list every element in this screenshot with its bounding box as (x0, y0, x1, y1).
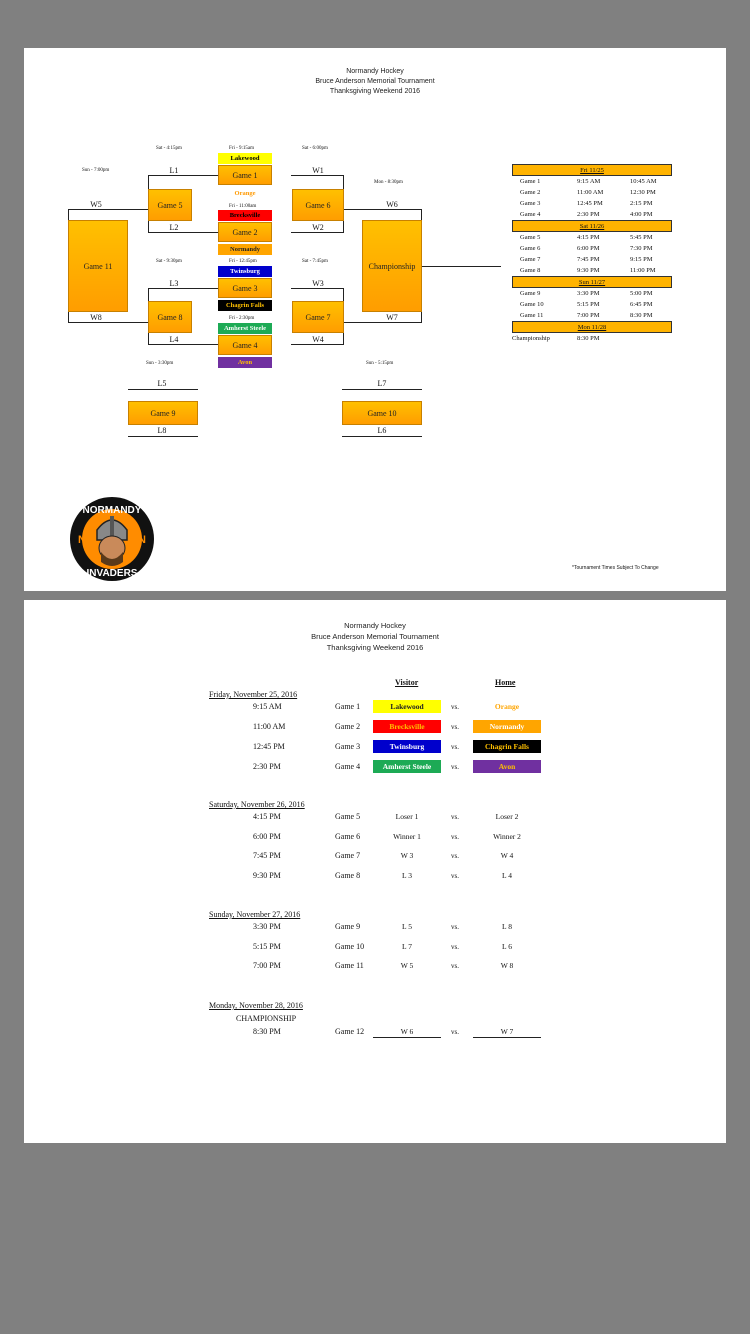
normandy-invaders-logo (69, 496, 155, 582)
team-twinsburg: Twinsburg (218, 266, 272, 277)
game6-box: Game 6 (292, 189, 344, 221)
slot-l8: L8 (157, 426, 167, 435)
game8-time: Sat - 9:30pm (156, 259, 182, 264)
game9-time: Sun - 3:30pm (146, 361, 174, 366)
game2-time: Fri - 11:00am (229, 204, 257, 209)
schedule-cell: Game 11 (520, 312, 544, 319)
home-team: Chagrin Falls (473, 740, 541, 753)
bracket-page (24, 48, 726, 591)
schedule-cell: 5:45 PM (630, 234, 653, 241)
slot-w8: W8 (90, 313, 102, 322)
game-number: Game 2 (335, 722, 361, 731)
visitor-team: W 5 (400, 961, 414, 970)
slot-w5: W5 (90, 200, 102, 209)
vs-label: vs. (451, 763, 459, 771)
vs-label: vs. (451, 1028, 459, 1036)
vs-label: vs. (451, 942, 459, 951)
schedule-cell: 5:00 PM (630, 290, 653, 297)
schedule-row (512, 333, 672, 344)
game7-box: Game 7 (292, 301, 344, 333)
schedule-row (512, 288, 672, 299)
schedule-cell: 7:45 PM (577, 256, 600, 263)
slot-l6: L6 (377, 426, 387, 435)
slot-w2: W2 (312, 223, 324, 232)
day-title: Friday, November 25, 2016 (209, 690, 298, 699)
schedule-day-header: Mon 11/28 (512, 321, 672, 333)
schedule-cell: 9:15 AM (577, 178, 601, 185)
schedule-cell: 7:30 PM (630, 245, 653, 252)
schedule-cell: 8:30 PM (577, 335, 600, 342)
footnote: *Tournament Times Subject To Change (572, 565, 659, 571)
game8-box: Game 8 (148, 301, 192, 333)
schedule-cell: Game 6 (520, 245, 541, 252)
schedule-cell: Game 9 (520, 290, 541, 297)
visitor-column-header: Visitor (395, 678, 419, 687)
schedule-day-header: Sun 11/27 (512, 276, 672, 288)
schedule-cell: 11:00 AM (577, 189, 604, 196)
schedule-cell: Game 7 (520, 256, 541, 263)
game-time: 9:15 AM (253, 702, 282, 711)
slot-w1: W1 (312, 166, 324, 175)
team-chagrin-falls: Chagrin Falls (218, 300, 272, 311)
schedule-page (24, 600, 726, 1143)
team-brecksville: Brecksville (218, 210, 272, 221)
visitor-team: L 5 (402, 922, 412, 931)
svg-text:N: N (78, 534, 86, 546)
vs-label: vs. (451, 703, 459, 711)
visitor-team: Lakewood (373, 700, 441, 713)
home-team: Avon (473, 760, 541, 773)
schedule-cell: 11:00 PM (630, 267, 656, 274)
game6-time: Sat - 6:00pm (302, 146, 328, 151)
game4-box: Game 4 (218, 335, 272, 355)
vs-label: vs. (451, 923, 459, 931)
game5-box: Game 5 (148, 189, 192, 221)
schedule-cell (630, 333, 672, 344)
game4-time: Fri - 2:30pm (229, 316, 255, 321)
schedule-day-header: Sat 11/26 (512, 220, 672, 232)
home-team: Winner 2 (493, 831, 521, 841)
schedule-cell: Game 2 (520, 189, 541, 196)
schedule-cell: Game 4 (520, 211, 541, 218)
schedule-cell: 7:00 PM (577, 312, 600, 319)
game-number: Game 5 (335, 812, 361, 821)
game-time: 7:45 PM (253, 851, 281, 860)
vs-label: vs. (451, 813, 459, 821)
vs-label: vs. (451, 871, 459, 880)
home-team: L 6 (502, 941, 512, 951)
schedule-summary (512, 164, 672, 344)
team-amherst-steele: Amherst Steele (218, 323, 272, 334)
page2-header-line2: Bruce Anderson Memorial Tournament (311, 632, 439, 641)
schedule-cell: 4:00 PM (630, 211, 653, 218)
game5-time: Sat - 4:15pm (156, 146, 182, 151)
home-team: Loser 2 (495, 812, 519, 821)
slot-l3: L3 (169, 279, 179, 288)
game-time: 5:15 PM (253, 941, 281, 951)
schedule-cell: Game 3 (520, 200, 541, 207)
header-line3: Thanksgiving Weekend 2016 (329, 88, 421, 95)
page2-header-line3: Thanksgiving Weekend 2016 (326, 643, 424, 652)
home-team: L 4 (502, 870, 512, 880)
visitor-team: L 3 (402, 870, 412, 880)
game-number: Game 9 (335, 922, 361, 931)
game-number: Game 7 (335, 851, 361, 860)
team-normandy: Normandy (218, 244, 272, 255)
schedule-row (512, 254, 672, 265)
schedule-cell: Game 1 (520, 178, 541, 185)
game-time: 2:30 PM (253, 762, 281, 771)
schedule-cell: Game 8 (520, 267, 541, 274)
game10-box: Game 10 (342, 401, 422, 425)
game-number: Game 12 (335, 1027, 365, 1036)
game-number: Game 6 (335, 831, 361, 841)
game-number: Game 8 (335, 870, 361, 880)
vs-label: vs. (451, 852, 459, 860)
game9-box: Game 9 (128, 401, 198, 425)
page2-header-line1: Normandy Hockey (344, 621, 406, 630)
schedule-cell: 12:30 PM (630, 189, 656, 196)
schedule-cell: 6:45 PM (630, 301, 653, 308)
championship-box: Championship (362, 220, 422, 312)
game3-time: Fri - 12:45pm (229, 259, 257, 264)
header-line2: Bruce Anderson Memorial Tournament (315, 78, 435, 85)
day-subtitle: CHAMPIONSHIP (236, 1014, 297, 1023)
slot-l1: L1 (169, 166, 179, 175)
svg-text:NORMANDY: NORMANDY (82, 505, 142, 516)
schedule-row (512, 232, 672, 243)
team-orange: Orange (234, 190, 256, 197)
team-avon: Avon (218, 357, 272, 368)
game1-time: Fri - 9:15am (229, 146, 254, 151)
game-number: Game 10 (335, 941, 365, 951)
game2-box: Game 2 (218, 222, 272, 242)
visitor-team: Brecksville (373, 720, 441, 733)
slot-l7: L7 (377, 379, 387, 388)
game11-box: Game 11 (68, 220, 128, 312)
header-line1: Normandy Hockey (346, 68, 404, 75)
game-number: Game 1 (335, 702, 361, 711)
visitor-team: W 6 (373, 1025, 441, 1038)
home-team: Orange (494, 702, 520, 711)
vs-label: vs. (451, 832, 459, 841)
schedule-cell: 3:30 PM (577, 290, 600, 297)
game-number: Game 3 (335, 742, 361, 751)
home-team: W 7 (473, 1025, 541, 1038)
game-time: 9:30 PM (253, 870, 281, 880)
home-team: W 8 (500, 961, 514, 970)
game-time: 7:00 PM (253, 961, 281, 970)
schedule-row (512, 176, 672, 187)
schedule-cell: 4:15 PM (577, 234, 600, 241)
slot-w6: W6 (386, 200, 398, 209)
schedule-cell: 10:45 AM (630, 178, 657, 185)
game11-time: Sun - 7:00pm (82, 168, 110, 173)
game10-time: Sun - 5:15pm (366, 361, 394, 366)
game3-box: Game 3 (218, 278, 272, 298)
game-time: 11:00 AM (253, 722, 286, 731)
slot-w4: W4 (312, 335, 324, 344)
schedule-cell: Game 10 (520, 301, 544, 308)
schedule-cell: 8:30 PM (630, 312, 653, 319)
game-number: Game 4 (335, 762, 361, 771)
game1-box: Game 1 (218, 165, 272, 185)
schedule-row (512, 299, 672, 310)
schedule-cell: 6:00 PM (577, 245, 600, 252)
championship-time: Mon - 8:30pm (374, 180, 403, 185)
slot-l2: L2 (169, 223, 179, 232)
day-title: Saturday, November 26, 2016 (209, 800, 305, 809)
schedule-cell: Game 5 (520, 234, 541, 241)
visitor-team: W 3 (400, 851, 414, 860)
slot-l4: L4 (169, 335, 179, 344)
slot-w3: W3 (312, 279, 324, 288)
game-time: 3:30 PM (253, 922, 281, 931)
vs-label: vs. (451, 962, 459, 970)
team-lakewood: Lakewood (218, 153, 272, 164)
schedule-cell: 5:15 PM (577, 301, 600, 308)
game-time: 8:30 PM (253, 1027, 281, 1036)
home-team: W 4 (500, 851, 514, 860)
slot-w7: W7 (386, 313, 398, 322)
schedule-cell: 2:15 PM (630, 200, 653, 207)
game-number: Game 11 (335, 961, 364, 970)
schedule-row (512, 310, 672, 321)
visitor-team: L 7 (402, 941, 412, 951)
schedule-cell: 9:30 PM (577, 267, 600, 274)
game7-time: Sat - 7:45pm (302, 259, 328, 264)
schedule-row (512, 187, 672, 198)
schedule-row (512, 243, 672, 254)
visitor-team: Amherst Steele (373, 760, 441, 773)
svg-text:INVADERS: INVADERS (86, 568, 138, 579)
schedule-row (512, 209, 672, 220)
schedule-cell: Championship (512, 335, 550, 342)
visitor-team: Winner 1 (393, 831, 421, 841)
vs-label: vs. (451, 743, 459, 751)
schedule-cell: 2:30 PM (577, 211, 600, 218)
day-title: Sunday, November 27, 2016 (209, 910, 301, 919)
schedule-row (512, 265, 672, 276)
visitor-team: Loser 1 (395, 812, 419, 821)
home-team: Normandy (473, 720, 541, 733)
game-time: 6:00 PM (253, 831, 281, 841)
vs-label: vs. (451, 723, 459, 731)
game-time: 12:45 PM (253, 742, 285, 751)
day-title: Monday, November 28, 2016 (209, 1001, 303, 1010)
schedule-day-header: Fri 11/25 (512, 164, 672, 176)
schedule-cell: 12:45 PM (577, 200, 603, 207)
schedule-row (512, 198, 672, 209)
svg-text:N: N (138, 534, 146, 546)
visitor-team: Twinsburg (373, 740, 441, 753)
game-time: 4:15 PM (253, 812, 281, 821)
home-column-header: Home (495, 678, 516, 687)
schedule-cell: 9:15 PM (630, 256, 653, 263)
slot-l5: L5 (157, 379, 167, 388)
home-team: L 8 (502, 922, 512, 931)
